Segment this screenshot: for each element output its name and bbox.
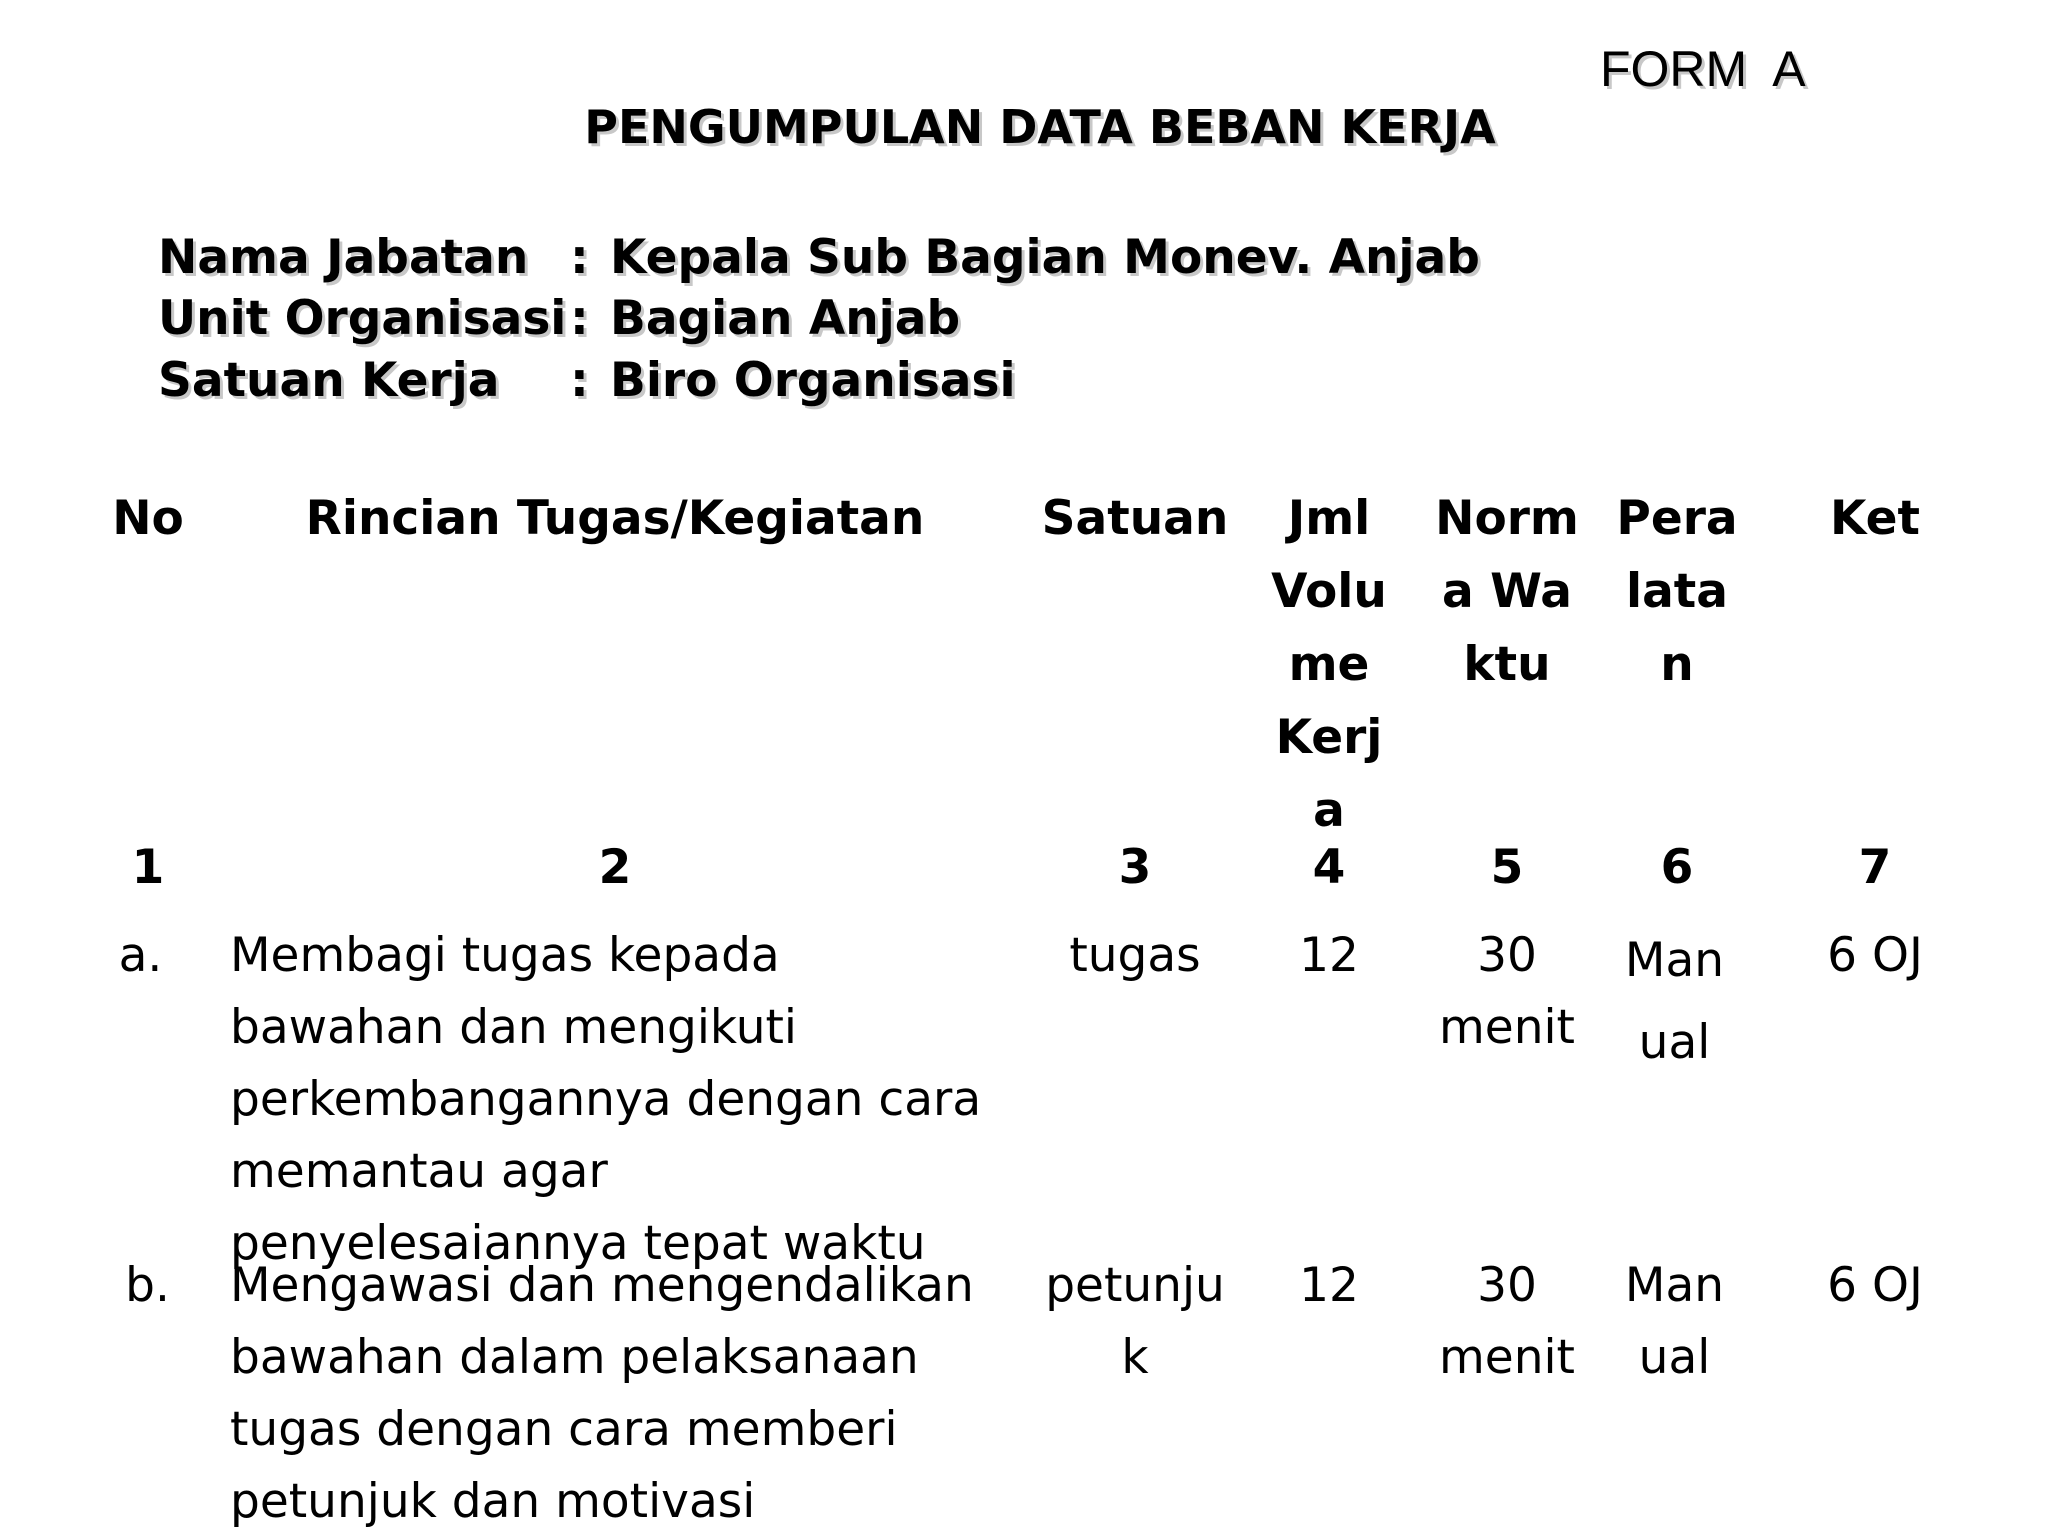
- column-number: 6: [1660, 840, 1694, 895]
- satuan-value: tugas: [1069, 928, 1201, 983]
- meta-key: Satuan Kerja: [158, 353, 500, 408]
- header-norma-waktu: Norma Waktu: [1435, 491, 1579, 692]
- meta-value: Kepala Sub Bagian Monev. Anjab: [610, 230, 1480, 285]
- ket-value: 6 OJ: [1827, 1258, 1923, 1313]
- volume-value: 12: [1299, 1258, 1359, 1313]
- header-no: No: [112, 491, 184, 546]
- task-description: Membagi tugas kepada bawahan dan mengikuti perkembangannya dengan cara memantau agar penyelesaiannya tepat waktu: [230, 928, 982, 1271]
- ket-value: 6 OJ: [1827, 928, 1923, 983]
- column-number: 4: [1312, 840, 1346, 895]
- row-number: b.: [125, 1258, 170, 1313]
- header-satuan: Satuan: [1041, 491, 1229, 546]
- form-label: FORM A: [1600, 41, 1806, 97]
- column-number: 7: [1858, 840, 1892, 895]
- satuan-value: petunjuk: [1045, 1258, 1225, 1385]
- row-number: a.: [118, 928, 163, 983]
- meta-colon: :: [570, 353, 589, 408]
- meta-key: Unit Organisasi: [158, 291, 567, 346]
- task-description: Mengawasi dan mengendalikan bawahan dalam pelaksanaan tugas dengan cara memberi petunjuk dan motivasi: [230, 1258, 974, 1529]
- norma-waktu-value: 30 menit: [1439, 928, 1575, 1055]
- column-number: 3: [1118, 840, 1152, 895]
- peralatan-value: Manual: [1624, 1258, 1725, 1385]
- document-title: PENGUMPULAN DATA BEBAN KERJA: [584, 100, 1496, 154]
- volume-value: 12: [1299, 928, 1359, 983]
- peralatan-value: Manual: [1624, 933, 1725, 1070]
- header-jml-volume-kerja: Jml Volume Kerja: [1271, 491, 1387, 838]
- column-number: 5: [1490, 840, 1524, 895]
- meta-key: Nama Jabatan: [158, 230, 529, 285]
- norma-waktu-value: 30 menit: [1439, 1258, 1575, 1385]
- meta-colon: :: [570, 230, 589, 285]
- column-number: 1: [131, 840, 165, 895]
- header-peralatan: Peralatan: [1616, 491, 1738, 692]
- column-number: 2: [598, 840, 632, 895]
- meta-colon: :: [570, 291, 589, 346]
- meta-value: Biro Organisasi: [610, 353, 1016, 408]
- header-rincian-tugas: Rincian Tugas/Kegiatan: [305, 491, 925, 546]
- header-ket: Ket: [1830, 491, 1920, 546]
- meta-value: Bagian Anjab: [610, 291, 961, 346]
